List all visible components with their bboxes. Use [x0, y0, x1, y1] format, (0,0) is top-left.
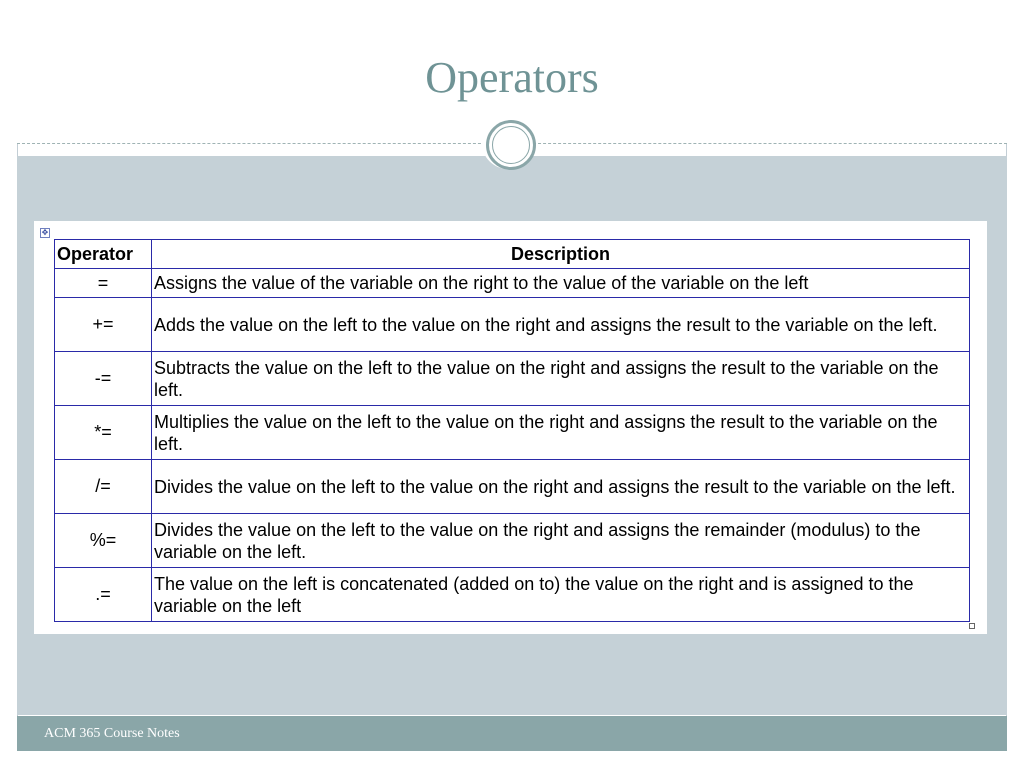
operator-cell: %=: [55, 514, 152, 568]
operator-cell: /=: [55, 460, 152, 514]
description-cell: Assigns the value of the variable on the right to the value of the variable on the left: [152, 269, 970, 298]
slide-title: Operators: [425, 53, 599, 102]
operator-cell: -=: [55, 352, 152, 406]
description-cell: Adds the value on the left to the value on the right and assigns the result to the variable on the left.: [152, 298, 970, 352]
table-row: [55, 352, 970, 406]
operators-table: [54, 239, 970, 622]
move-icon[interactable]: ✥: [41, 228, 49, 237]
table-row: [55, 568, 970, 622]
table-row: [55, 406, 970, 460]
table-row: [55, 460, 970, 514]
description-cell: Divides the value on the left to the value on the right and assigns the result to the variable on the left.: [152, 460, 970, 514]
table-row: [55, 298, 970, 352]
description-cell: Divides the value on the left to the value on the right and assigns the remainder (modulus) to the variable on the left.: [152, 514, 970, 568]
operator-cell: =: [55, 269, 152, 298]
description-cell: Multiplies the value on the left to the value on the right and assigns the result to the variable on the left.: [152, 406, 970, 460]
header-operator: Operator: [55, 240, 152, 269]
description-cell: The value on the left is concatenated (added on to) the value on the right and is assigned to the variable on the left: [152, 568, 970, 622]
header-description: Description: [152, 240, 970, 269]
description-cell: Subtracts the value on the left to the value on the right and assigns the result to the variable on the left.: [152, 352, 970, 406]
operator-cell: *=: [55, 406, 152, 460]
table-row: [55, 269, 970, 298]
table-row: [55, 514, 970, 568]
operator-cell: +=: [55, 298, 152, 352]
table-resize-handle[interactable]: [969, 623, 975, 629]
circle-ornament-icon: [486, 120, 536, 170]
footer-text: ACM 365 Course Notes: [44, 726, 180, 741]
operator-cell: .=: [55, 568, 152, 622]
